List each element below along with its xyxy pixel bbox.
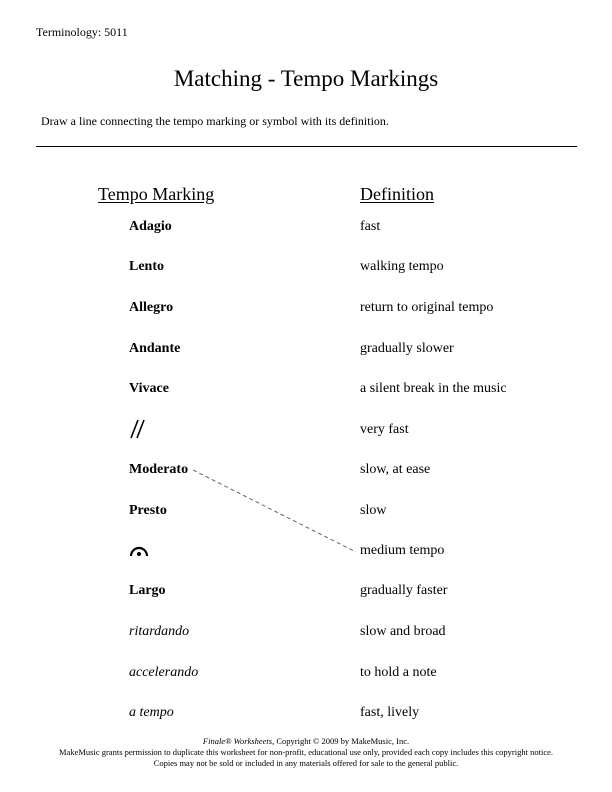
- term-andante: Andante: [129, 341, 181, 356]
- footer-permission: MakeMusic grants permission to duplicate this worksheet for non-profit, educational use only, provided each copy includes this copyright notice.: [59, 747, 553, 757]
- term-allegro: Allegro: [129, 300, 174, 315]
- definition-item: very fast: [360, 422, 409, 437]
- divider: [36, 146, 577, 147]
- term-moderato: Moderato: [129, 462, 189, 477]
- caesura-icon: [129, 418, 147, 440]
- term-vivace: Vivace: [129, 381, 169, 396]
- column-header-tempo-marking: Tempo Marking: [98, 184, 215, 204]
- definition-item: fast: [360, 219, 381, 234]
- definition-item: gradually faster: [360, 583, 448, 598]
- definition-item: gradually slower: [360, 341, 454, 356]
- footer-brand: Finale® Worksheets: [202, 736, 273, 746]
- definition-item: to hold a note: [360, 665, 437, 680]
- definition-item: fast, lively: [360, 705, 420, 720]
- copyright-footer: [0, 736, 612, 769]
- terminology-code: Terminology: 5011: [36, 25, 128, 39]
- column-header-definition: Definition: [360, 184, 434, 204]
- page-title: Matching - Tempo Markings: [173, 66, 439, 91]
- definition-item: walking tempo: [360, 259, 444, 274]
- definition-item: a silent break in the music: [360, 381, 507, 396]
- term-lento: Lento: [129, 259, 164, 274]
- term-ritardando: ritardando: [129, 624, 190, 639]
- term-accelerando: accelerando: [129, 665, 199, 680]
- term-adagio: Adagio: [129, 219, 172, 234]
- definition-item: return to original tempo: [360, 300, 494, 315]
- instructions: Draw a line connecting the tempo marking or symbol with its definition.: [41, 114, 389, 128]
- term-largo: Largo: [129, 583, 166, 598]
- footer-restriction: Copies may not be sold or included in any materials offered for sale to the general public.: [153, 758, 459, 768]
- definition-item: slow, at ease: [360, 462, 431, 477]
- definition-item: slow: [360, 503, 387, 518]
- definition-item: medium tempo: [360, 543, 445, 558]
- term-a-tempo: a tempo: [129, 705, 174, 720]
- term-presto: Presto: [129, 503, 167, 518]
- fermata-icon: [129, 542, 149, 558]
- definition-item: slow and broad: [360, 624, 446, 639]
- footer-copyright: , Copyright © 2009 by MakeMusic, Inc.: [272, 736, 410, 746]
